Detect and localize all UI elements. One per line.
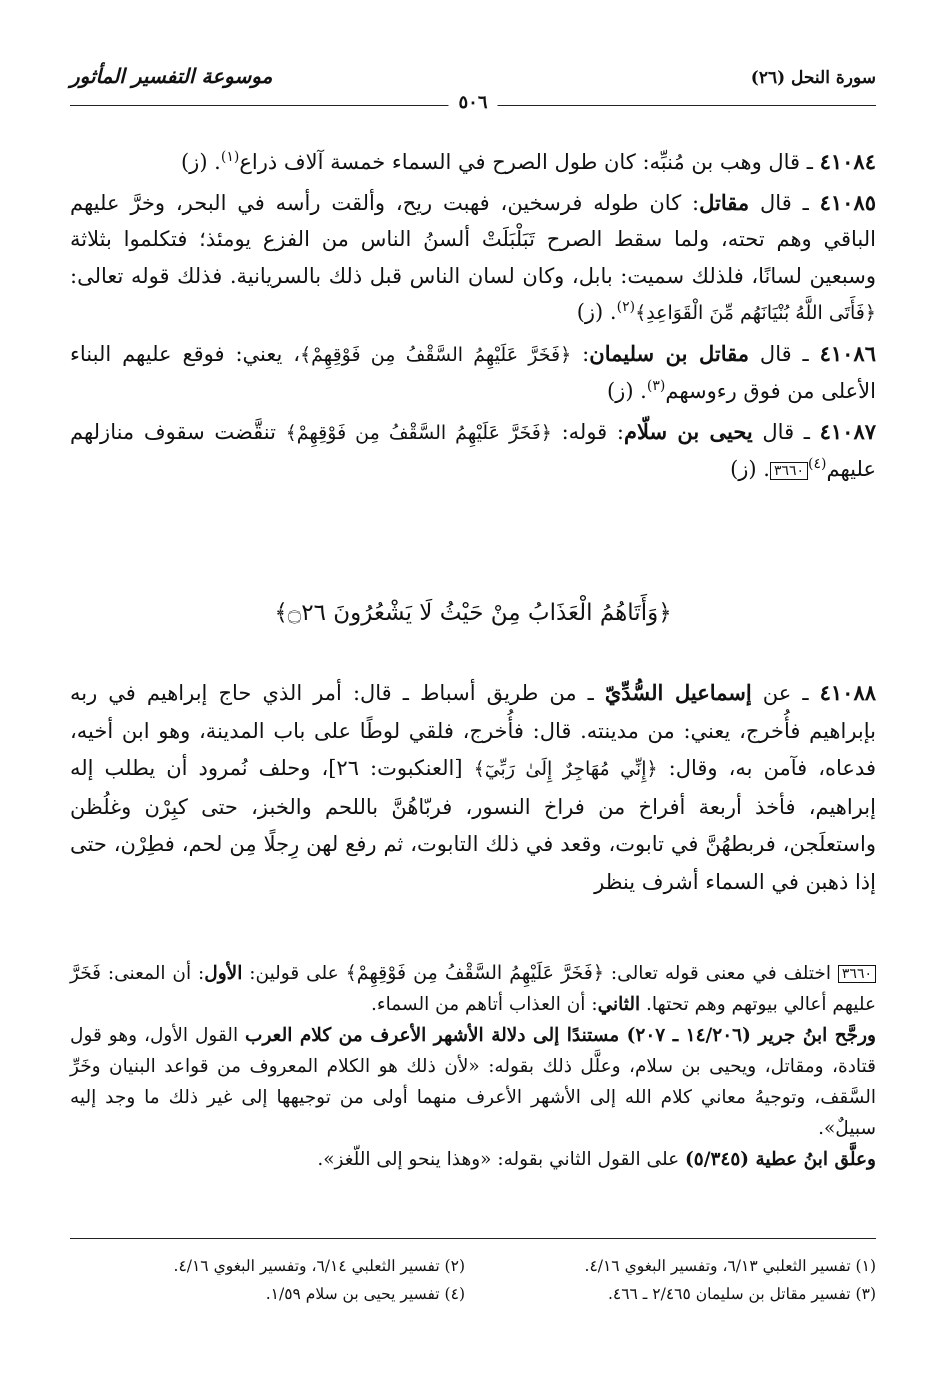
entry-text-2: تنقَّضت سقوف منازلهم عليهم xyxy=(70,419,876,481)
entry-intro: ـ قال xyxy=(752,419,820,444)
ayah-heading: ﴿وَأَتَاهُمُ الْعَذَابُ مِنْ حَيْثُ لَا يَشْعُرُونَ ۝٢٦﴾ xyxy=(274,600,672,626)
book-page xyxy=(70,62,877,1303)
entry-suffix: . (ز) xyxy=(576,300,617,324)
book-title: موسوعة التفسير المأثور xyxy=(70,64,273,88)
note-label-second: الثاني xyxy=(597,994,641,1015)
surah-title: سورة النحل (٢٦) xyxy=(750,68,876,88)
note-text: : أن العذاب أتاهم من السماء. xyxy=(371,994,598,1015)
entry-suffix: . (ز) xyxy=(606,379,647,403)
note-paragraph xyxy=(70,958,876,1020)
note-text: : أن المعنى: فَخَرَّ عليهم أعالي بيوتهم وهم تحتها. xyxy=(70,963,876,1015)
footnotes xyxy=(70,1252,876,1308)
entry-text: : قوله: xyxy=(551,419,624,444)
note-text: على القول الثاني بقوله: «وهذا ينحو إلى اللّغز». xyxy=(317,1149,686,1170)
footnote-marker: (٢) xyxy=(616,299,636,315)
note-text: اختلف في معنى قوله تعالى: xyxy=(604,963,838,984)
page-number: ٥٠٦ xyxy=(448,92,497,113)
footnote-separator xyxy=(70,1238,876,1239)
footnote-1: (١) تفسير الثعلبي ٦/١٣، وتفسير البغوي ٤/١٦. xyxy=(584,1257,876,1275)
commentary-ref-box: ٣٦٦٠ xyxy=(838,965,876,983)
note-label-first: الأول xyxy=(204,963,243,984)
footnote-marker: (٣) xyxy=(646,378,666,394)
entry-number: ٤١٠٨٤ xyxy=(819,149,876,174)
note-text: على قولين: xyxy=(242,963,346,984)
narrator-name: مقاتل بن سليمان xyxy=(589,340,750,366)
footnote-4: (٤) تفسير يحيى بن سلام ١/٥٩. xyxy=(265,1285,465,1303)
entry-number: ٤١٠٨٥ xyxy=(819,189,877,215)
entry-41086 xyxy=(70,336,876,410)
entry-intro: ـ عن xyxy=(751,681,820,705)
entry-41088 xyxy=(70,674,876,902)
note-bold-text: وعلَّق ابنُ عطية (٥/٣٤٥) xyxy=(685,1149,876,1170)
narrator-name: مقاتل xyxy=(699,189,750,215)
running-header xyxy=(70,62,876,113)
note-text: القول الأول، وهو قول قتادة، ومقاتل، ويحيى بن سلام، وعلَّل ذلك بقوله: «لأن ذلك هو الكلام المعروف من قواعد البنيان وخَرِّ السَّقف، وتوجيهُ معاني كلام الله إلى الأشهر الأعرف منهما أولى من توجيهها إلى غير ذلك ما وجد إليه سبيلٌ». xyxy=(70,1025,876,1139)
commentary-note xyxy=(70,958,876,1175)
quran-verse: ﴿فَخَرَّ عَلَيْهِمُ السَّقْفُ مِن فَوْقِهِمْ﴾ xyxy=(285,421,552,444)
entry-intro: ـ قال xyxy=(749,341,820,366)
entry-41085 xyxy=(70,185,876,332)
narrator-name: إسماعيل السُّدِّيّ xyxy=(604,680,752,705)
note-paragraph xyxy=(70,1144,876,1175)
entry-41087 xyxy=(70,414,876,488)
footnote-marker: (١) xyxy=(220,149,240,165)
main-text xyxy=(70,144,876,492)
note-bold-text: ورجَّح ابنُ جرير (١٤/٢٠٦ ـ ٢٠٧) مستندًا إلى دلالة الأشهر الأعرف من كلام العرب xyxy=(245,1025,876,1046)
quran-verse: ﴿فَأَتَى اللَّهُ بُنْيَانَهُم مِّنَ الْقَوَاعِدِ﴾ xyxy=(635,302,876,324)
footnote-marker: (٤) xyxy=(808,456,827,472)
footnote-2: (٢) تفسير الثعلبي ٦/١٤، وتفسير البغوي ٤/١٦. xyxy=(173,1257,465,1275)
quran-verse: ﴿فَخَرَّ عَلَيْهِمُ السَّقْفُ مِن فَوْقِهِمْ﴾ xyxy=(345,962,605,984)
entry-text: ـ قال وهب بن مُنبِّه: كان طول الصرح في السماء خمسة آلاف ذراع xyxy=(239,150,820,174)
entry-intro: ـ قال xyxy=(749,190,820,215)
entry-suffix: . (ز) xyxy=(730,457,770,481)
entry-text: : كان طوله فرسخين، فهبت ريح، وألقت رأسه في البحر، وخرَّ عليهم الباقي وهم تحته، ولما سقط الصرح تَبَلْبَلَتْ ألسنُ الناس من الفزع يومئذ؛ فتكلموا بثلاثة وسبعين لسانًا، فلذلك سميت: بابل، وكان لسان الناس قبل ذلك بالسريانية. فذلك قوله تعالى: xyxy=(70,190,876,288)
entry-number: ٤١٠٨٧ xyxy=(819,418,877,444)
entry-41084 xyxy=(70,144,876,181)
entry-text: : xyxy=(571,341,590,366)
entry-text-2: [العنكبوت: ٢٦]، وحلف نُمرود أن يطلب إله إبراهيم، فأخذ أربعة أفراخ من فراخ النسور، فربّاهُنَّ باللحم والخبز، حتى كبِرْن وغلُظن واستعلَجن، فربطهُنَّ في تابوت، وقعد في ذلك التابوت، ثم رفع لهن رِجلًا مِن لحم، فطِرْن، حتى إذا ذهبن في السماء أشرف ينظر xyxy=(70,756,876,894)
commentary-ref-box: ٣٦٦٠ xyxy=(770,462,808,480)
entry-suffix: . (ز) xyxy=(180,150,221,174)
entry-text: ـ من طريق أسباط ـ قال: أمر الذي حاج إبراهيم في ربه بإبراهيم فأُخرج، يعني: من مدينته. قال: فأُخرج، فلقي لوطًا على باب المدينة، وهو ابن أخيه، فدعاه، فآمن به، وقال: xyxy=(70,681,876,781)
entry-number: ٤١٠٨٨ xyxy=(819,680,877,705)
note-paragraph xyxy=(70,1020,876,1144)
entry-text-2: ، يعني: فوقع عليهم البناء الأعلى من فوق رءوسهم xyxy=(70,341,876,403)
footnote-3: (٣) تفسير مقاتل بن سليمان ٢/٤٦٥ ـ ٤٦٦. xyxy=(607,1285,876,1303)
quran-verse: ﴿فَخَرَّ عَلَيْهِمُ السَّقْفُ مِن فَوْقِهِمْ﴾ xyxy=(300,343,572,366)
narrator-name: يحيى بن سلّام xyxy=(623,418,753,444)
main-text-2 xyxy=(70,674,876,906)
quran-verse: ﴿إِنِّي مُهَاجِرٌ إِلَىٰ رَبِّيٓ﴾ xyxy=(473,758,658,781)
entry-number: ٤١٠٨٦ xyxy=(819,340,876,366)
